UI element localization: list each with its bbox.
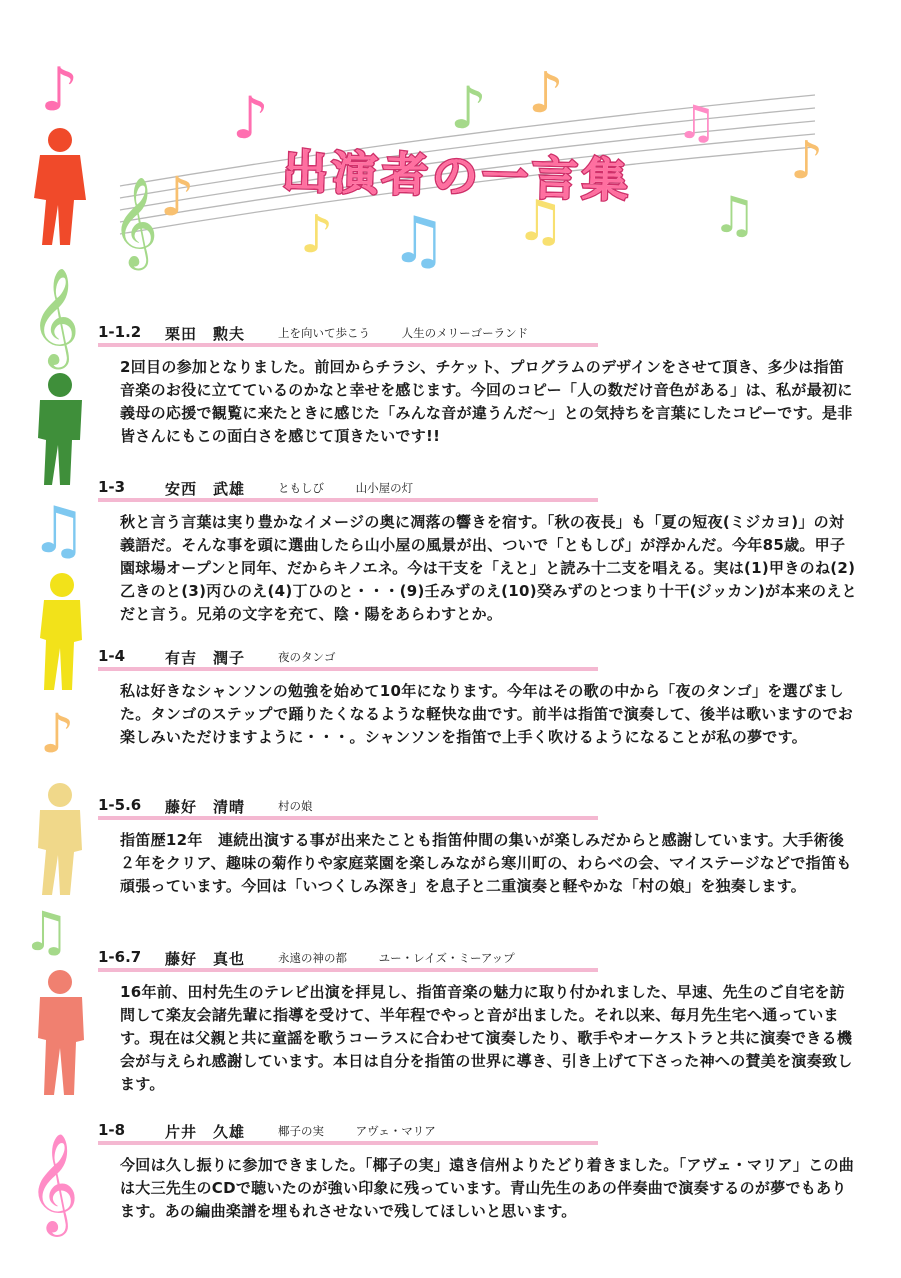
entry-header (98, 796, 858, 816)
entry-header (98, 948, 858, 968)
music-note-icon: ♫ (22, 900, 71, 963)
music-note-icon: ♪ (160, 165, 195, 228)
entry-header (98, 478, 858, 498)
song-list (278, 798, 341, 814)
comment-text: 16年前、田村先生のテレビ出演を拝見し、指笛音楽の魅力に取り付かれました、早速、先生のご自宅を訪問して楽友会諸先輩に指導を受けて、半年程でやっと音が出ました。それ以来、毎月先生宅へ通っています。現在は父親と共に童謡を歌うコーラスに合わせて演奏したり、歌手やオーケストラと共に演奏できる機会が与えられ感謝しています。本日は自分を指笛の世界に導き、引き上げて下さった神への賛美を演奏致します。 (120, 983, 853, 1093)
page-title: 出演者の一言集 (281, 144, 633, 208)
performer-silhouette (40, 573, 82, 690)
program-number: 1-4 (98, 647, 126, 665)
song-list (278, 649, 364, 665)
performer-name: 安西 武雄 (165, 480, 246, 498)
song-title: 人生のメリーゴーランド (401, 326, 529, 340)
performer-entry (98, 1121, 858, 1223)
song-list (278, 480, 441, 496)
entry-header (98, 647, 858, 667)
comment-text: 秋と言う言葉は実り豊かなイメージの奥に凋落の響きを宿す。「秋の夜長」も「夏の短夜(ミジカヨ)」の対義語だ。そんな事を頭に選曲したら山小屋の風景が出、ついで「ともしび」が浮かんだ。今年85歳。甲子園球場オープンと同年、だからキノエネ。今は干支を「えと」と読み十二支を唱える。実は(1)甲きのね(2)乙きのと(3)丙ひのえ(4)丁ひのと・・・(9)壬みずのえ(10)癸みずのとつまり十干(ジッカン)が本来のえとだと言う。兄弟の文字を充て、陰・陽をあらわすとか。 (120, 513, 857, 623)
music-note-icon: ♫ (30, 494, 88, 568)
comment-text: 今回は久し振りに参加できました。「椰子の実」遠き信州よりたどり着きました。「アヴェ・マリア」この曲は大三先生のCDで聴いたのが強い印象に残っています。青山先生のあの伴奏曲で演奏するのが夢でもあります。あの編曲楽譜を埋もれさせないで残してほしいと思います。 (120, 1156, 855, 1220)
performer-silhouette (38, 373, 82, 485)
comment-text: 指笛歴12年 連続出演する事が出来たことも指笛仲間の集いが楽しみだからと感謝しています。大手術後２年をクリア、趣味の菊作りや家庭菜園を楽しみながら寒川町の、わらべの会、マイステージなどで指笛も頑張っています。今回は「いつくしみ深き」を息子と二重演奏と軽やかな「村の娘」を独奏します。 (120, 831, 852, 895)
music-note-icon: ♪ (232, 84, 270, 152)
performer-name: 藤好 真也 (165, 950, 246, 968)
performer-name: 有吉 潤子 (165, 649, 246, 667)
program-number: 1-3 (98, 478, 126, 496)
treble-clef-icon: 𝄞 (30, 267, 80, 365)
music-note-icon: ♪ (300, 205, 334, 265)
treble-clef-icon: 𝄞 (112, 177, 159, 267)
performer-entry (98, 323, 858, 448)
entry-header (98, 323, 858, 343)
program-number: 1-5.6 (98, 796, 142, 814)
song-list (278, 950, 543, 966)
music-note-icon: ♫ (390, 204, 448, 278)
program-number: 1-8 (98, 1121, 126, 1139)
performer-entry (98, 478, 858, 626)
entry-header (98, 1121, 858, 1141)
performer-silhouette (34, 128, 86, 245)
music-note-icon: ♫ (676, 95, 718, 149)
program-number: 1-6.7 (98, 948, 142, 966)
performer-name: 片井 久雄 (165, 1123, 246, 1141)
performer-entry (98, 796, 858, 898)
performer-entry (98, 948, 858, 1096)
song-list (278, 1123, 464, 1139)
music-note-icon: ♫ (712, 186, 757, 244)
music-note-icon: ♫ (515, 189, 566, 254)
performer-entry (98, 647, 858, 749)
song-title: 村の娘 (278, 799, 313, 813)
comment-text: 2回目の参加となりました。前回からチラシ、チケット、プログラムのデザインをさせて頂き、多少は指笛音楽のお役に立てているのかなと幸せを感じます。今回のコピー「人の数だけ音色がある」は、私が最初に義母の応援で観覧に来たときに感じた「みんな音が違うんだ〜」との気持ちを言葉にしたコピーです。是非皆さんにもこの面白さを感じて頂きたいです!! (120, 358, 853, 445)
music-note-icon: ♪ (40, 702, 75, 765)
song-title: 夜のタンゴ (278, 650, 336, 664)
performer-name: 藤好 清晴 (165, 798, 246, 816)
song-title: 上を向いて歩こう (278, 326, 370, 340)
performer-silhouette (38, 970, 84, 1095)
music-note-icon: ♪ (790, 131, 824, 191)
music-note-icon: ♪ (450, 74, 488, 142)
song-title: ともしび (278, 481, 324, 495)
treble-clef-icon: 𝄞 (28, 1133, 79, 1233)
performer-silhouette (38, 783, 82, 895)
performer-name: 栗田 勲夫 (165, 325, 246, 343)
comment-text: 私は好きなシャンソンの勉強を始めて10年になります。今年はその歌の中から「夜のタンゴ」を選びました。タンゴのステップで踊りたくなるような軽快な曲です。前半は指笛で演奏して、後半は歌いますのでお楽しみいただけますように・・・。シャンソンを指笛で上手く吹けるようになることが私の夢です。 (120, 682, 854, 746)
song-list (278, 325, 556, 341)
song-title: 山小屋の灯 (355, 481, 414, 495)
music-note-icon: ♪ (40, 55, 79, 125)
song-title: 永遠の神の都 (278, 951, 347, 965)
song-title: 椰子の実 (278, 1124, 324, 1138)
program-number: 1-1.2 (98, 323, 142, 341)
song-title: ユー・レイズ・ミーアップ (378, 951, 515, 965)
music-note-icon: ♪ (528, 61, 564, 126)
song-title: アヴェ・マリア (355, 1124, 436, 1138)
